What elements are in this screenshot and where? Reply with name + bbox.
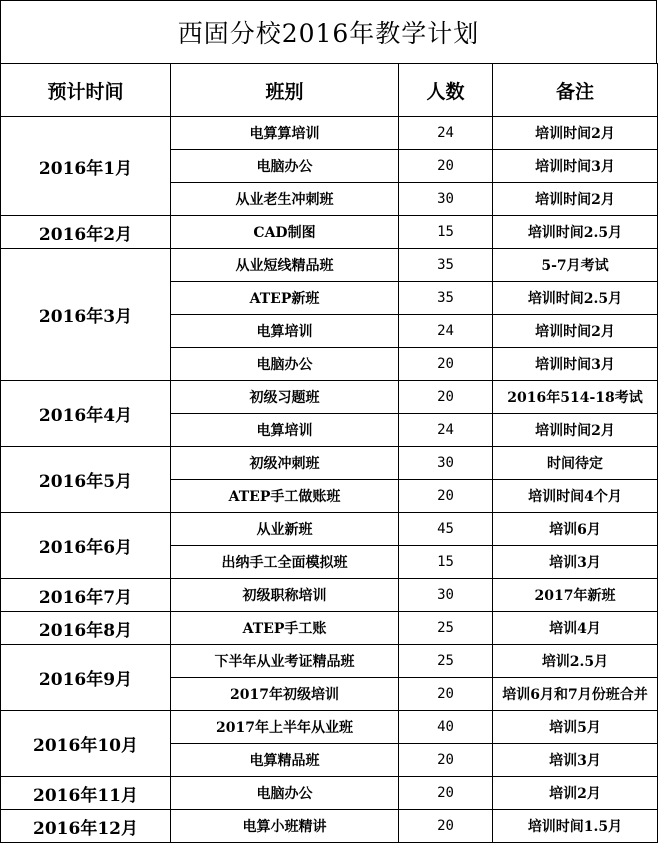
- class-cell: 初级习题班: [171, 381, 399, 414]
- class-cell: ATEP手工账: [171, 612, 399, 645]
- note-cell: 培训时间2月: [493, 414, 658, 447]
- table-row: [1, 216, 658, 249]
- note-cell: 培训时间2.5月: [493, 216, 658, 249]
- note-cell: 培训3月: [493, 546, 658, 579]
- class-cell: 电脑办公: [171, 150, 399, 183]
- count-cell: 25: [399, 612, 493, 645]
- count-cell: 45: [399, 513, 493, 546]
- period-cell: 2016年1月: [1, 117, 171, 216]
- class-cell: 下半年从业考证精品班: [171, 645, 399, 678]
- note-cell: 培训时间2月: [493, 315, 658, 348]
- class-cell: 电算算培训: [171, 117, 399, 150]
- note-cell: 时间待定: [493, 447, 658, 480]
- period-cell: 2016年5月: [1, 447, 171, 513]
- class-cell: 2017年初级培训: [171, 678, 399, 711]
- note-cell: 2016年514-18考试: [493, 381, 658, 414]
- period-cell: 2016年2月: [1, 216, 171, 249]
- note-cell: 培训5月: [493, 711, 658, 744]
- period-cell: 2016年7月: [1, 579, 171, 612]
- schedule-body: [1, 117, 658, 843]
- count-cell: 35: [399, 249, 493, 282]
- class-cell: 出纳手工全面模拟班: [171, 546, 399, 579]
- class-cell: 电脑办公: [171, 348, 399, 381]
- period-cell: 2016年10月: [1, 711, 171, 777]
- period-cell: 2016年4月: [1, 381, 171, 447]
- header-note: 备注: [493, 64, 658, 117]
- count-cell: 30: [399, 447, 493, 480]
- count-cell: 15: [399, 546, 493, 579]
- note-cell: 5-7月考试: [493, 249, 658, 282]
- count-cell: 20: [399, 777, 493, 810]
- class-cell: 从业新班: [171, 513, 399, 546]
- class-cell: 初级冲刺班: [171, 447, 399, 480]
- period-cell: 2016年8月: [1, 612, 171, 645]
- table-row: [1, 447, 658, 480]
- note-cell: 培训2月: [493, 777, 658, 810]
- header-period: 预计时间: [1, 64, 171, 117]
- class-cell: 初级职称培训: [171, 579, 399, 612]
- note-cell: 培训时间3月: [493, 150, 658, 183]
- table-row: [1, 117, 658, 150]
- count-cell: 20: [399, 744, 493, 777]
- count-cell: 24: [399, 315, 493, 348]
- class-cell: 电算精品班: [171, 744, 399, 777]
- note-cell: 培训6月: [493, 513, 658, 546]
- table-row: [1, 810, 658, 843]
- note-cell: 培训6月和7月份班合并: [493, 678, 658, 711]
- class-cell: 电算培训: [171, 315, 399, 348]
- count-cell: 35: [399, 282, 493, 315]
- note-cell: 培训时间3月: [493, 348, 658, 381]
- header-count: 人数: [399, 64, 493, 117]
- class-cell: 2017年上半年从业班: [171, 711, 399, 744]
- class-cell: 电算培训: [171, 414, 399, 447]
- count-cell: 30: [399, 579, 493, 612]
- table-row: [1, 612, 658, 645]
- period-cell: 2016年3月: [1, 249, 171, 381]
- class-cell: 电算小班精讲: [171, 810, 399, 843]
- count-cell: 40: [399, 711, 493, 744]
- count-cell: 20: [399, 678, 493, 711]
- note-cell: 培训2.5月: [493, 645, 658, 678]
- note-cell: 培训时间2.5月: [493, 282, 658, 315]
- table-row: [1, 579, 658, 612]
- schedule-table: [0, 63, 658, 843]
- count-cell: 20: [399, 348, 493, 381]
- table-row: [1, 777, 658, 810]
- count-cell: 20: [399, 150, 493, 183]
- note-cell: 培训时间2月: [493, 117, 658, 150]
- note-cell: 培训4月: [493, 612, 658, 645]
- note-cell: 培训时间1.5月: [493, 810, 658, 843]
- count-cell: 15: [399, 216, 493, 249]
- class-cell: ATEP新班: [171, 282, 399, 315]
- class-cell: 从业短线精品班: [171, 249, 399, 282]
- header-row: [1, 64, 658, 117]
- count-cell: 25: [399, 645, 493, 678]
- period-cell: 2016年12月: [1, 810, 171, 843]
- header-class: 班别: [171, 64, 399, 117]
- period-cell: 2016年6月: [1, 513, 171, 579]
- period-cell: 2016年11月: [1, 777, 171, 810]
- class-cell: 从业老生冲刺班: [171, 183, 399, 216]
- table-row: [1, 513, 658, 546]
- period-cell: 2016年9月: [1, 645, 171, 711]
- count-cell: 24: [399, 414, 493, 447]
- note-cell: 培训时间2月: [493, 183, 658, 216]
- count-cell: 24: [399, 117, 493, 150]
- page-title: 西固分校2016年教学计划: [0, 0, 657, 64]
- class-cell: CAD制图: [171, 216, 399, 249]
- class-cell: ATEP手工做账班: [171, 480, 399, 513]
- note-cell: 2017年新班: [493, 579, 658, 612]
- table-row: [1, 645, 658, 678]
- table-row: [1, 249, 658, 282]
- count-cell: 30: [399, 183, 493, 216]
- note-cell: 培训3月: [493, 744, 658, 777]
- count-cell: 20: [399, 480, 493, 513]
- count-cell: 20: [399, 381, 493, 414]
- table-row: [1, 381, 658, 414]
- count-cell: 20: [399, 810, 493, 843]
- table-row: [1, 711, 658, 744]
- note-cell: 培训时间4个月: [493, 480, 658, 513]
- class-cell: 电脑办公: [171, 777, 399, 810]
